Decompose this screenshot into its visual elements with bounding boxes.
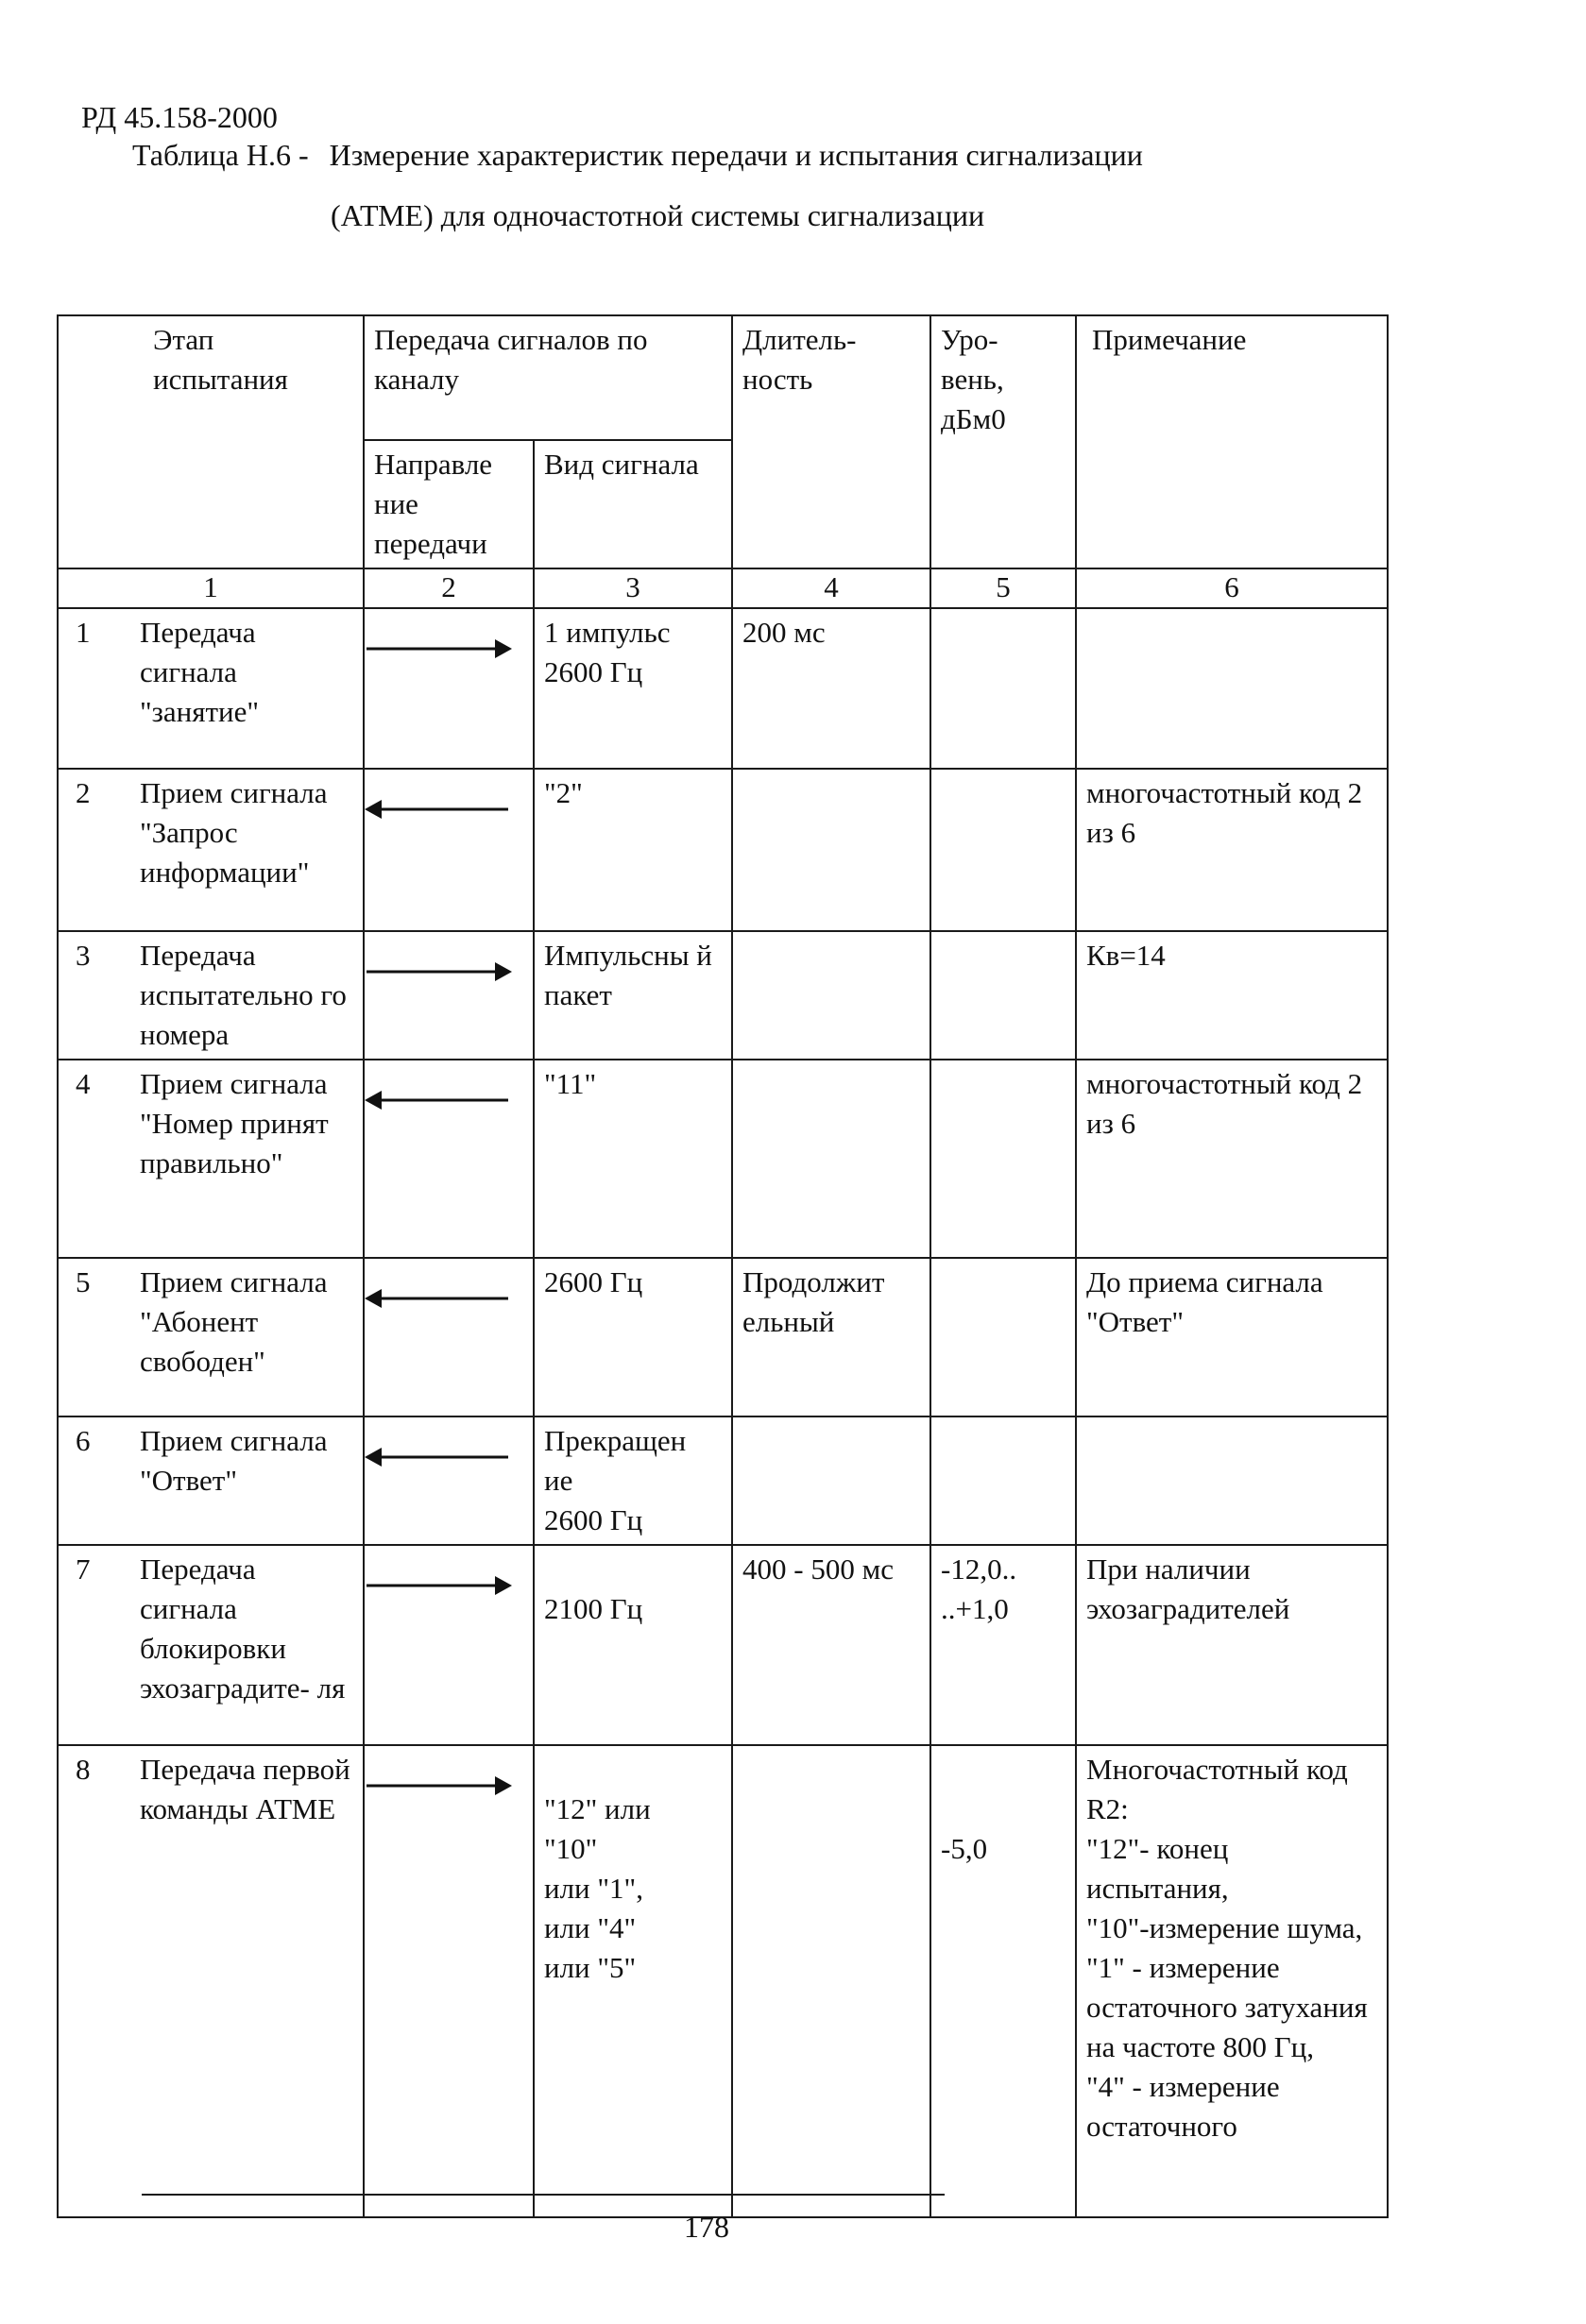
duration-cell bbox=[732, 1060, 930, 1258]
signal-cell: 2100 Гц bbox=[534, 1545, 732, 1745]
col-header-stage: Этап испытания bbox=[58, 315, 364, 568]
direction-cell bbox=[364, 1745, 534, 2217]
arrow-left-icon bbox=[365, 1446, 535, 1468]
table-caption bbox=[132, 138, 1143, 173]
step-number: 6 bbox=[76, 1424, 91, 1457]
signal-cell: "12" или "10" или "1", или "4" или "5" bbox=[534, 1745, 732, 2217]
stage-cell bbox=[58, 1416, 364, 1545]
signal-cell: "11" bbox=[534, 1060, 732, 1258]
table-title-line2: (АТМЕ) для одночастотной системы сигнализации bbox=[331, 198, 985, 232]
signal-cell: "2" bbox=[534, 769, 732, 931]
col-header-note: Примечание bbox=[1076, 315, 1388, 568]
duration-cell: 400 - 500 мс bbox=[732, 1545, 930, 1745]
table-row bbox=[58, 1060, 1388, 1258]
footer-rule bbox=[142, 2194, 945, 2196]
col-header-direction: Направле ние передачи bbox=[364, 440, 534, 568]
direction-cell bbox=[364, 1416, 534, 1545]
direction-cell bbox=[364, 1258, 534, 1416]
stage-cell bbox=[58, 1745, 364, 2217]
table-row bbox=[58, 769, 1388, 931]
col-number: 3 bbox=[534, 568, 732, 608]
note-cell: Многочастотный код R2: "12"- конец испытания, "10"-измерение шума, "1" - измерение остаточного затухания на частоте 800 Гц, "4" - измерение остаточного bbox=[1076, 1745, 1388, 2217]
note-cell: До приема сигнала "Ответ" bbox=[1076, 1258, 1388, 1416]
direction-cell bbox=[364, 769, 534, 931]
level-cell bbox=[930, 1416, 1076, 1545]
duration-cell bbox=[732, 931, 930, 1060]
note-cell: При наличии эхозаградителей bbox=[1076, 1545, 1388, 1745]
table-row bbox=[58, 931, 1388, 1060]
step-number: 8 bbox=[76, 1753, 91, 1786]
direction-cell bbox=[364, 931, 534, 1060]
duration-cell bbox=[732, 1745, 930, 2217]
duration-cell bbox=[732, 1416, 930, 1545]
step-number: 4 bbox=[76, 1067, 91, 1100]
note-cell: Кв=14 bbox=[1076, 931, 1388, 1060]
note-cell: многочастотный код 2 из 6 bbox=[1076, 1060, 1388, 1258]
signal-cell: 2600 Гц bbox=[534, 1258, 732, 1416]
signal-cell: Импульсны й пакет bbox=[534, 931, 732, 1060]
duration-cell: 200 мс bbox=[732, 608, 930, 769]
step-number: 5 bbox=[76, 1265, 91, 1298]
step-description: Передача испытательно го номера bbox=[140, 939, 347, 1051]
duration-cell bbox=[732, 769, 930, 931]
step-description: Передача первой команды АТМЕ bbox=[140, 1753, 350, 1825]
level-cell bbox=[930, 608, 1076, 769]
table-label: Таблица Н.6 - bbox=[132, 138, 309, 172]
level-cell bbox=[930, 931, 1076, 1060]
stage-cell bbox=[58, 608, 364, 769]
step-description: Передача сигнала блокировки эхозаградите- ля bbox=[140, 1552, 346, 1705]
col-header-level: Уро- вень, дБм0 bbox=[930, 315, 1076, 568]
col-number: 4 bbox=[732, 568, 930, 608]
level-cell bbox=[930, 769, 1076, 931]
col-header-duration: Длитель- ность bbox=[732, 315, 930, 568]
arrow-left-icon bbox=[365, 1287, 535, 1310]
table-row bbox=[58, 1258, 1388, 1416]
step-description: Передача сигнала "занятие" bbox=[140, 616, 260, 728]
arrow-left-icon bbox=[365, 1089, 535, 1111]
stage-cell bbox=[58, 1060, 364, 1258]
level-cell: -12,0.. ..+1,0 bbox=[930, 1545, 1076, 1745]
signal-cell: 1 импульс 2600 Гц bbox=[534, 608, 732, 769]
note-cell bbox=[1076, 1416, 1388, 1545]
table-title-line1: Измерение характеристик передачи и испытания сигнализации bbox=[329, 138, 1143, 172]
step-number: 2 bbox=[76, 776, 91, 809]
page-number: 178 bbox=[684, 2210, 729, 2244]
stage-cell bbox=[58, 1545, 364, 1745]
step-number: 1 bbox=[76, 616, 91, 649]
arrow-right-icon bbox=[365, 637, 535, 660]
stage-cell bbox=[58, 769, 364, 931]
stage-cell bbox=[58, 1258, 364, 1416]
step-description: Прием сигнала "Запрос информации" bbox=[140, 776, 328, 889]
step-description: Прием сигнала "Ответ" bbox=[140, 1424, 328, 1497]
arrow-right-icon bbox=[365, 960, 535, 983]
direction-cell bbox=[364, 1545, 534, 1745]
arrow-right-icon bbox=[365, 1574, 535, 1597]
note-cell bbox=[1076, 608, 1388, 769]
data-rows bbox=[58, 608, 1388, 2217]
atme-test-table bbox=[57, 314, 1389, 2218]
arrow-left-icon bbox=[365, 798, 535, 821]
signal-cell: Прекращен ие 2600 Гц bbox=[534, 1416, 732, 1545]
col-header-transfer: Передача сигналов по каналу bbox=[364, 315, 732, 440]
level-cell: -5,0 bbox=[930, 1745, 1076, 2217]
header-row bbox=[58, 315, 1388, 440]
col-header-signal-type: Вид сигнала bbox=[534, 440, 732, 568]
col-number: 1 bbox=[58, 568, 364, 608]
table-row bbox=[58, 1745, 1388, 2217]
step-description: Прием сигнала "Абонент свободен" bbox=[140, 1265, 328, 1378]
note-cell: многочастотный код 2 из 6 bbox=[1076, 769, 1388, 931]
col-number: 5 bbox=[930, 568, 1076, 608]
step-description: Прием сигнала "Номер принят правильно" bbox=[140, 1067, 329, 1179]
level-cell bbox=[930, 1060, 1076, 1258]
direction-cell bbox=[364, 608, 534, 769]
document-code: РД 45.158-2000 bbox=[81, 100, 278, 134]
table-row bbox=[58, 1416, 1388, 1545]
table-row bbox=[58, 1545, 1388, 1745]
table-row bbox=[58, 608, 1388, 769]
step-number: 3 bbox=[76, 939, 91, 972]
col-number: 6 bbox=[1076, 568, 1388, 608]
duration-cell: Продолжит ельный bbox=[732, 1258, 930, 1416]
arrow-right-icon bbox=[365, 1774, 535, 1797]
col-number: 2 bbox=[364, 568, 534, 608]
level-cell bbox=[930, 1258, 1076, 1416]
step-number: 7 bbox=[76, 1552, 91, 1586]
direction-cell bbox=[364, 1060, 534, 1258]
stage-cell bbox=[58, 931, 364, 1060]
column-number-row bbox=[58, 568, 1388, 608]
